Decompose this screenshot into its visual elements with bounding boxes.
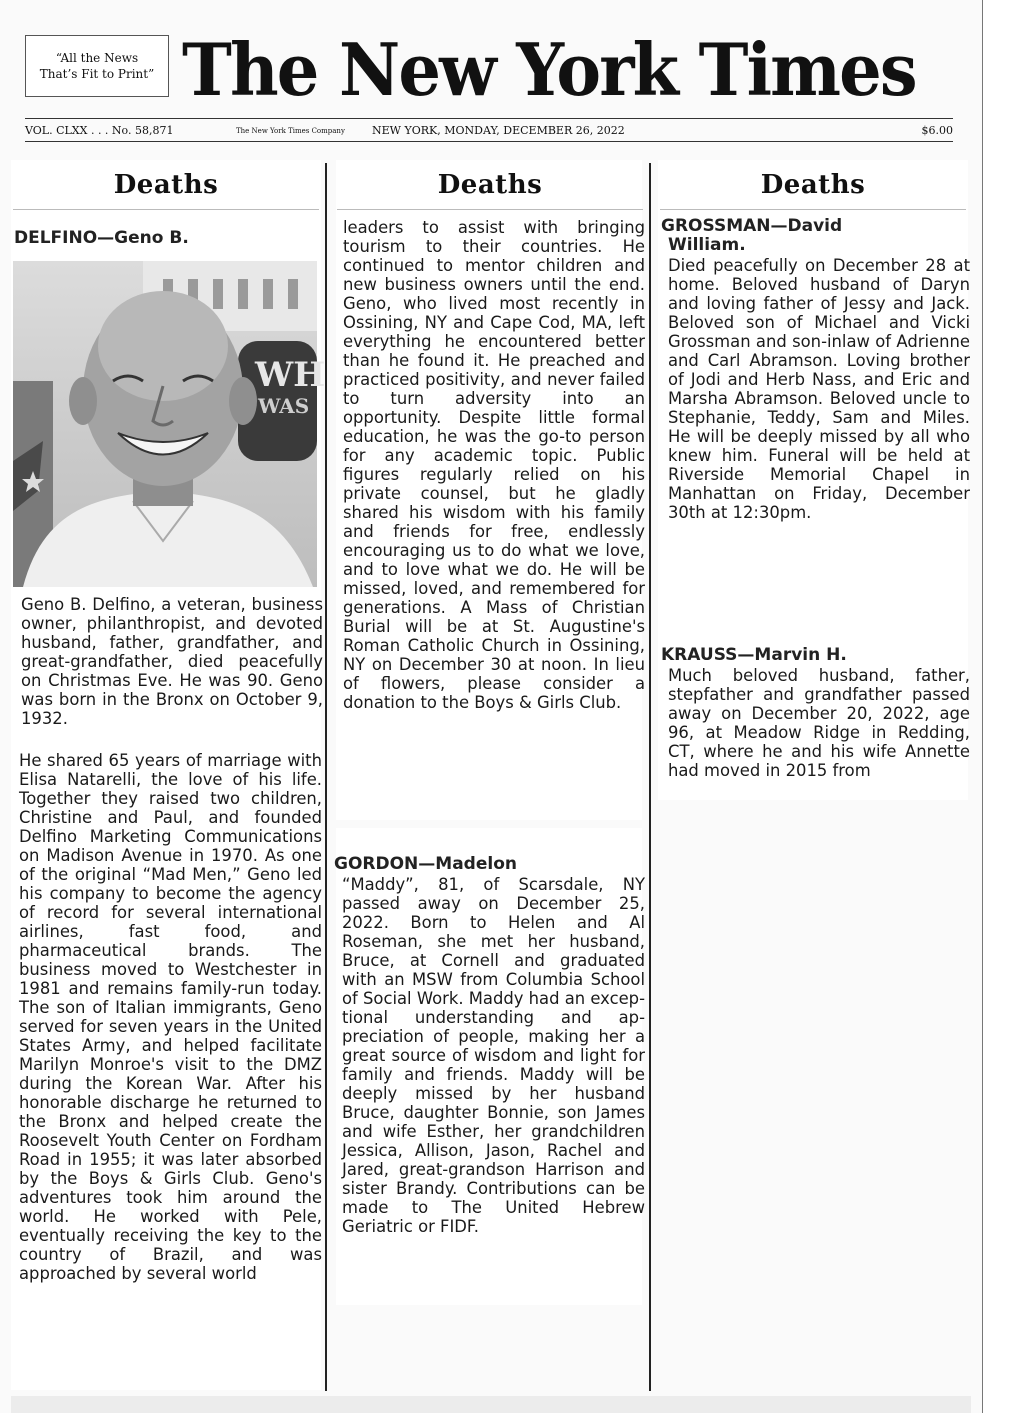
obituary-name-delfino: DELFINO—Geno B. bbox=[14, 228, 189, 248]
photo-sign-text: WH bbox=[255, 355, 326, 395]
portrait-illustration bbox=[13, 261, 326, 587]
dateline: NEW YORK, MONDAY, DECEMBER 26, 2022 bbox=[372, 124, 625, 137]
section-heading-deaths: Deaths bbox=[660, 163, 966, 210]
motto-line-1: “All the News bbox=[55, 51, 139, 65]
obituary-name-gordon: GORDON—Madelon bbox=[334, 854, 517, 874]
column-divider-1 bbox=[325, 163, 327, 1391]
company-name: The New York Times Company bbox=[236, 127, 345, 135]
volume-number: VOL. CLXX . . . No. 58,871 bbox=[25, 124, 174, 137]
obituary-text-krauss: Much beloved husband, father, stepfather and grandfather passed away on December 20, 2022, age 96, at Meadow Ridge in Redding, CT, where he and his wife Annette had moved in 2015 from bbox=[668, 666, 970, 780]
nameplate-title: The New York Times bbox=[182, 27, 916, 112]
price: $6.00 bbox=[921, 124, 953, 137]
masthead-rule-top bbox=[25, 118, 953, 119]
section-heading-deaths: Deaths bbox=[337, 163, 643, 210]
obituary-name-grossman: GROSSMAN—David bbox=[661, 216, 843, 236]
portrait-photo bbox=[13, 261, 326, 587]
obituary-text-delfino: He shared 65 years of marriage with Elisa Natarelli, the love of his life. Together they raised two children, Christine and Paul, and founded Delfino Marketing Communications on Madison Avenue in 1970. As one of the original “Mad Men,” Geno led his company to become the agency of record for several international airlines, fast food, and pharmaceutical brands. The business moved to Westchester in 1981 and remains family-run today. The son of Italian immigrants, Geno served for seven years in the United States Army, and helped facilitate Marilyn Monroe's visit to the DMZ during the Korean War. After his honorable discharge he returned to the Bronx and helped create the Roosevelt Youth Center on Fordham Road in 1955; it was later absorbed by the Boys & Girls Club. Geno's adventures took him around the world. He worked with Pele, eventually receiving the key to the country of Brazil, and was approached by several world bbox=[19, 751, 322, 1283]
obituary-text-gordon: “Maddy”, 81, of Scarsdale, NY passed away on December 25, 2022. Born to Helen and Al Roseman, she met her husband, Bruce, at Cornell and graduated with an MSW from Columbia School of Social Work. Maddy had an exceptional understanding and appreciation of people, making her a great source of wisdom and light for family and friends. Maddy will be deeply missed by her husband Bruce, daughter Bonnie, son James and wife Esther, her grandchildren Jessica, Allison, Jason, Rachel and Jared, great-grandson Harrison and sister Brandy. Contributions can be made to The United Hebrew Geriatric or FIDF. bbox=[342, 875, 645, 1236]
obituary-continued-delfino: leaders to assist with bringing tourism to their countries. He continued to mentor children and new business owners until the end. Geno, who lived most recently in Ossining, NY and Cape Cod, MA, left everything he encountered better than he found it. He preached and practiced positivity, and never failed to turn adversity into an opportunity. Despite little formal education, he was the go-to person for any academic topic. Public figures regularly relied on his private counsel, but he gladly shared his wisdom with his family and friends for free, endlessly encouraging us to do what we love, and to love what we do. He will be missed, loved, and remembered for generations. A Mass of Christian Burial will be at St. Augustine's Roman Catholic Church in Ossining, NY on December 30 at noon. In lieu of flowers, please consider a donation to the Boys & Girls Club. bbox=[343, 218, 645, 712]
obituary-lead-delfino: Geno B. Delfino, a veteran, business owner, philanthropist, and devoted husband, father, grandfather, and great-grandfather, died peacefully on Christmas Eve. He was 90. Geno was born in the Bronx on October 9, 1932. bbox=[21, 595, 323, 728]
page-bottom-band bbox=[11, 1396, 971, 1413]
motto-line-2: That’s Fit to Print” bbox=[39, 67, 155, 81]
masthead-rule-bottom bbox=[25, 141, 953, 142]
obituary-name-krauss: KRAUSS—Marvin H. bbox=[661, 645, 847, 665]
masthead-motto-box bbox=[25, 35, 169, 97]
obituary-text-grossman: Died peacefully on December 28 at home. Beloved husband of Daryn and loving father of Jessy and Jack. Beloved son of Michael and Vicki Grossman and son-inlaw of Adrienne and Carl Abramson. Loving brother of Jodi and Herb Nass, and Eric and Marsha Abramson. Beloved uncle to Stephanie, Teddy, Sam and Miles. He will be deeply missed by all who knew him. Funeral will be held at Riverside Memorial Chapel in Manhattan on Friday, December 30th at 12:30pm. bbox=[668, 256, 970, 522]
photo-sign-text: WAS bbox=[258, 394, 310, 418]
column-divider-2 bbox=[649, 163, 651, 1391]
section-heading-deaths: Deaths bbox=[13, 163, 319, 210]
obituary-name-grossman-line2: William. bbox=[668, 235, 746, 255]
